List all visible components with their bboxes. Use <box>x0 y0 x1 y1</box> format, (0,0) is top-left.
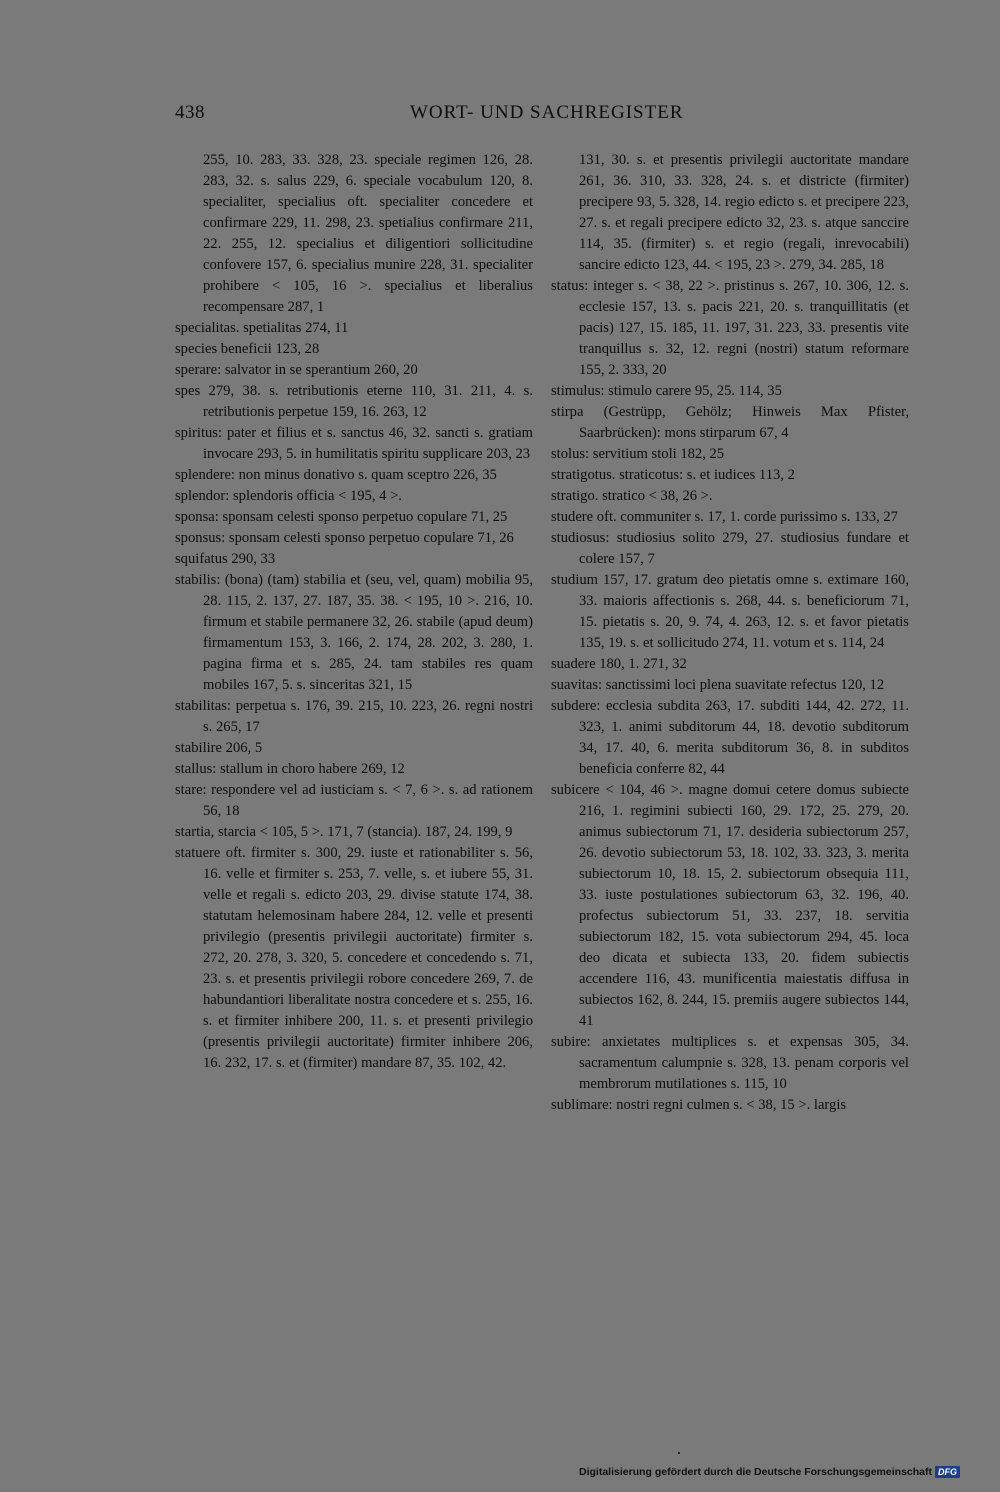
index-entry: stimulus: stimulo carere 95, 25. 114, 35 <box>551 383 782 399</box>
index-entry: stabilitas: perpetua s. 176, 39. 215, 10. 223, 26. regni nostri s. 265, 17 <box>175 698 533 735</box>
index-entry-continuation: 255, 10. 283, 33. 328, 23. speciale regimen 126, 28. 283, 32. s. salus 229, 6. speciale vocabulum 120, 8. specialiter, specialius oft. specialiter concedere et confirmare 229, 11. 298, 23. spetialius confirmare 211, 22. 255, 12. specialius et diligentiori sollicitudine confovere 157, 6. specialius munire 228, 31. specialiter prohibere < 105, 16 >. specialius et liberalius recompensare 287, 1 <box>203 152 533 315</box>
index-entry: studere oft. communiter s. 17, 1. corde purissimo s. 133, 27 <box>551 509 898 525</box>
index-entry-continuation: 131, 30. s. et presentis privilegii auctoritate mandare 261, 36. 310, 33. 328, 24. s. et districte (firmiter) precipere 93, 5. 328, 14. regio edicto s. et precipere 223, 27. s. et regali precipere edicto 32, 23. s. atque sanccire 114, 35. (firmiter) s. et regio (regali, inrevocabili) sancire edicto 123, 44. < 195, 23 >. 279, 34. 285, 18 <box>579 152 909 273</box>
index-entry: stallus: stallum in choro habere 269, 12 <box>175 761 405 777</box>
index-entry: stabilire 206, 5 <box>175 740 263 756</box>
digitization-credit <box>579 1466 960 1478</box>
page-number: 438 <box>175 102 205 123</box>
index-entry: spiritus: pater et filius et s. sanctus 46, 32. sancti s. gratiam invocare 293, 5. in humilitatis spiritu supplicare 203, 23 <box>175 425 533 462</box>
running-head: WORT- UND SACHREGISTER <box>410 102 684 123</box>
scan-speck <box>678 1452 680 1454</box>
index-entry: species beneficii 123, 28 <box>175 341 320 357</box>
index-entry: subicere < 104, 46 >. magne domui cetere domus subiecte 216, 1. regimini subiecti 160, 29. 172, 25. 279, 20. animus subiectorum 71, 17. desideria subiectorum 257, 26. devotio subiectorum 53, 18. 102, 33. 323, 3. merita subiectorum 10, 18. 15, 2. subiectorum obsequia 111, 33. iuste postulationes subiectorum 63, 32. 196, 40. profectus subiectorum 51, 33. 237, 18. servitia subiectorum 182, 15. vota subiectorum 294, 45. loca deo dicata et subiecta 133, 20. fidem subiectis accendere 116, 43. munificentia maiestatis diffusa in subiectos 162, 8. 244, 15. premiis augere subiectos 144, 41 <box>551 782 909 1029</box>
left-column <box>175 150 533 1074</box>
index-entry: stabilis: (bona) (tam) stabilia et (seu, vel, quam) mobilia 95, 28. 115, 2. 137, 27. 187, 35. 38. < 195, 10 >. 216, 10. firmum et stabile permanere 32, 26. stabile (apud deum) firmamentum 153, 3. 166, 2. 174, 28. 202, 3. 280, 1. pagina firma et s. 285, 24. tam stabiles res quam mobiles 167, 5. s. sinceritas 321, 15 <box>175 572 533 693</box>
index-entry: suadere 180, 1. 271, 32 <box>551 656 687 672</box>
right-column <box>551 150 909 1116</box>
index-entry: splendor: splendoris officia < 195, 4 >. <box>175 488 402 504</box>
index-entry: stirpa (Gestrüpp, Gehölz; Hinweis Max Pfister, Saarbrücken): mons stirparum 67, 4 <box>551 404 909 441</box>
index-entry: sublimare: nostri regni culmen s. < 38, 15 >. largis <box>551 1097 847 1113</box>
index-entry: sperare: salvator in se sperantium 260, 20 <box>175 362 418 378</box>
index-entry: squifatus 290, 33 <box>175 551 276 567</box>
index-entry: stratigotus. straticotus: s. et iudices 113, 2 <box>551 467 795 483</box>
index-entry: statuere oft. firmiter s. 300, 29. iuste et rationabiliter s. 56, 16. velle et firmiter s. 253, 7. velle, s. et iubere 55, 31. velle et regali s. edicto 203, 29. divise statute 174, 38. statutam helemosinam habere 284, 12. velle et presenti privilegio (presentis privilegii auctoritate) firmiter s. 272, 20. 278, 3. 320, 5. concedere et concedendo s. 71, 23. s. et presentis privilegii robore concedere 269, 7. de habundantiori liberalitate nostra concedere et s. 255, 16. s. et firmiter inhibere 200, 11. s. et presenti privilegio (presentis privilegii auctoritate) firmiter inhibere 206, 16. 232, 17. s. et (firmiter) mandare 87, 35. 102, 42. <box>175 845 533 1071</box>
index-entry: sponsa: sponsam celesti sponso perpetuo copulare 71, 25 <box>175 509 508 525</box>
index-entry: splendere: non minus donativo s. quam sceptro 226, 35 <box>175 467 497 483</box>
index-entry: stratigo. stratico < 38, 26 >. <box>551 488 713 504</box>
index-entry: studium 157, 17. gratum deo pietatis omne s. extimare 160, 33. maioris affectionis s. 268, 44. s. beneficiorum 71, 15. pietatis s. 20, 9. 74, 4. 263, 12. s. et favor pietatis 135, 19. s. et sollicitudo 274, 11. votum et s. 114, 24 <box>551 572 909 651</box>
index-entry: specialitas. spetialitas 274, 11 <box>175 320 349 336</box>
dfg-logo-icon: DFG <box>935 1466 960 1478</box>
credit-text: Digitalisierung gefördert durch die Deutsche Forschungsgemeinschaft <box>579 1466 932 1478</box>
index-entry: startia, starcia < 105, 5 >. 171, 7 (stancia). 187, 24. 199, 9 <box>175 824 513 840</box>
index-entry: subdere: ecclesia subdita 263, 17. subditi 144, 42. 272, 11. 323, 1. animi subditorum 44, 18. devotio subditorum 34, 17. 40, 6. merita subditorum 36, 8. in subditos beneficia conferre 82, 44 <box>551 698 909 777</box>
index-entry: studiosus: studiosius solito 279, 27. studiosius fundare et colere 157, 7 <box>551 530 909 567</box>
index-entry: stolus: servitium stoli 182, 25 <box>551 446 725 462</box>
index-entry: subire: anxietates multiplices s. et expensas 305, 34. sacramentum calumpnie s. 328, 13. penam corporis vel membrorum mutilationes s. 115, 10 <box>551 1034 909 1092</box>
index-entry: suavitas: sanctissimi loci plena suavitate refectus 120, 12 <box>551 677 885 693</box>
index-entry: sponsus: sponsam celesti sponso perpetuo copulare 71, 26 <box>175 530 514 546</box>
index-entry: stare: respondere vel ad iusticiam s. < 7, 6 >. s. ad rationem 56, 18 <box>175 782 533 819</box>
index-entry: spes 279, 38. s. retributionis eterne 110, 31. 211, 4. s. retributionis perpetue 159, 16. 263, 12 <box>175 383 533 420</box>
index-entry: status: integer s. < 38, 22 >. pristinus s. 267, 10. 306, 12. s. ecclesie 157, 13. s. pacis 221, 20. s. tranquillitatis (et pacis) 127, 15. 185, 11. 197, 31. 223, 33. presentis vite tranquillus s. 32, 12. regni (nostri) statum reformare 155, 2. 333, 20 <box>551 278 909 378</box>
